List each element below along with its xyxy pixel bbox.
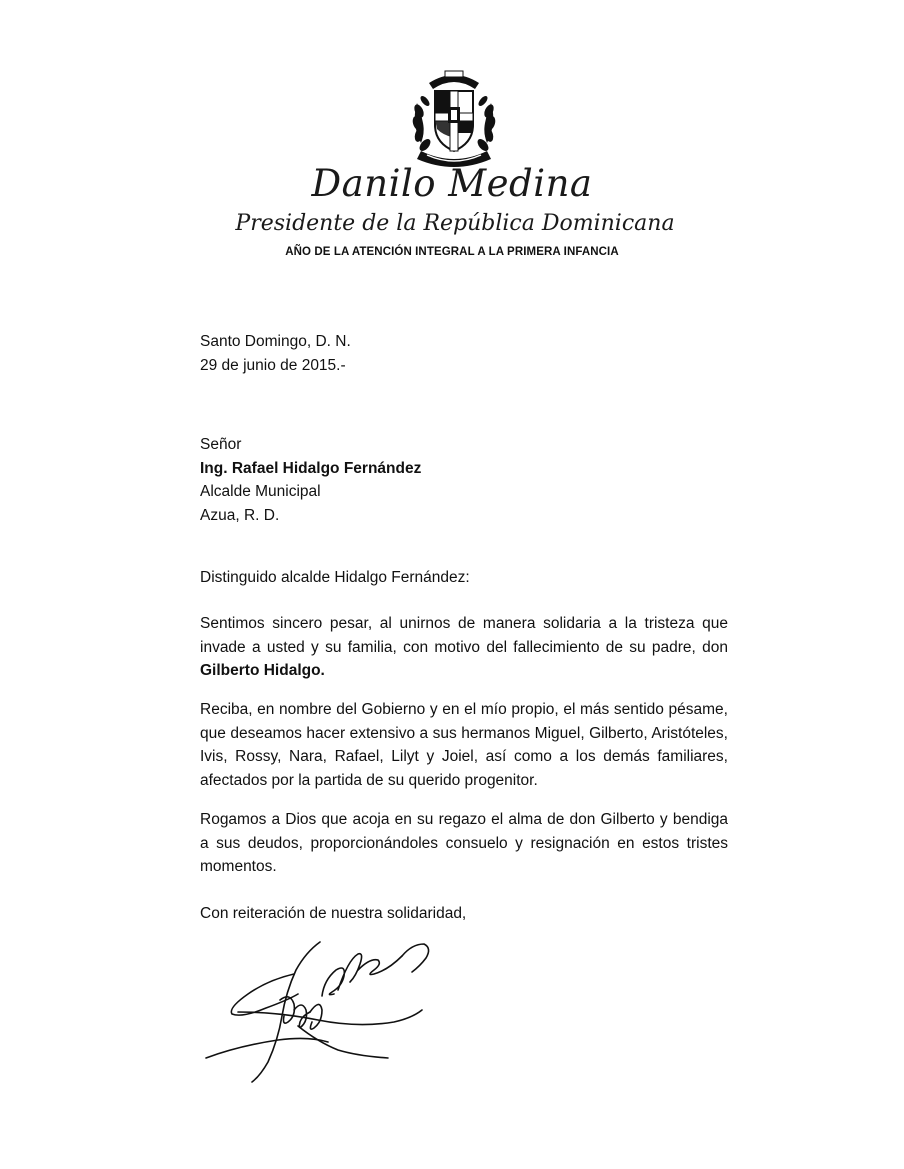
paragraph-sympathy: Reciba, en nombre del Gobierno y en el mío propio, el más sentido pésame, que deseamos hacer extensivo a sus hermanos Miguel, Gilberto, Aristóteles, Ivis, Rossy, Nara, Rafael, Lilyt y Joiel, así como a los demás familiares, afectados por la partida de su querido progenitor.: [200, 701, 728, 789]
sender-name: Danilo Medina: [311, 162, 593, 205]
recipient-location: Azua, R. D.: [200, 507, 280, 524]
year-motto: AÑO DE LA ATENCIÓN INTEGRAL A LA PRIMERA INFANCIA: [285, 246, 619, 258]
closing-line: Con reiteración de nuestra solidaridad,: [200, 905, 467, 922]
greeting-line: Distinguido alcalde Hidalgo Fernández:: [200, 569, 470, 586]
sender-title: Presidente de la República Dominicana: [235, 211, 675, 236]
recipient-position: Alcalde Municipal: [200, 483, 321, 500]
paragraph-condolence-text: Sentimos sincero pesar, al unirnos de manera solidaria a la tristeza que invade a usted y su familia, con motivo del fallecimiento de su padre, don: [200, 615, 728, 656]
paragraph-prayer: Rogamos a Dios que acoja en su regazo el alma de don Gilberto y bendiga a sus deudos, proporcionándoles consuelo y resignación en estos tristes momentos.: [200, 811, 728, 875]
coat-of-arms-icon: [407, 63, 501, 171]
recipient-salutation-title: Señor: [200, 436, 242, 453]
deceased-name: Gilberto Hidalgo.: [200, 662, 325, 679]
date-line: 29 de junio de 2015.-: [200, 357, 346, 374]
paragraph-condolence: [200, 612, 728, 683]
city-line: Santo Domingo, D. N.: [200, 333, 351, 350]
recipient-name: Ing. Rafael Hidalgo Fernández: [200, 460, 422, 477]
signature-icon: [198, 930, 438, 1090]
